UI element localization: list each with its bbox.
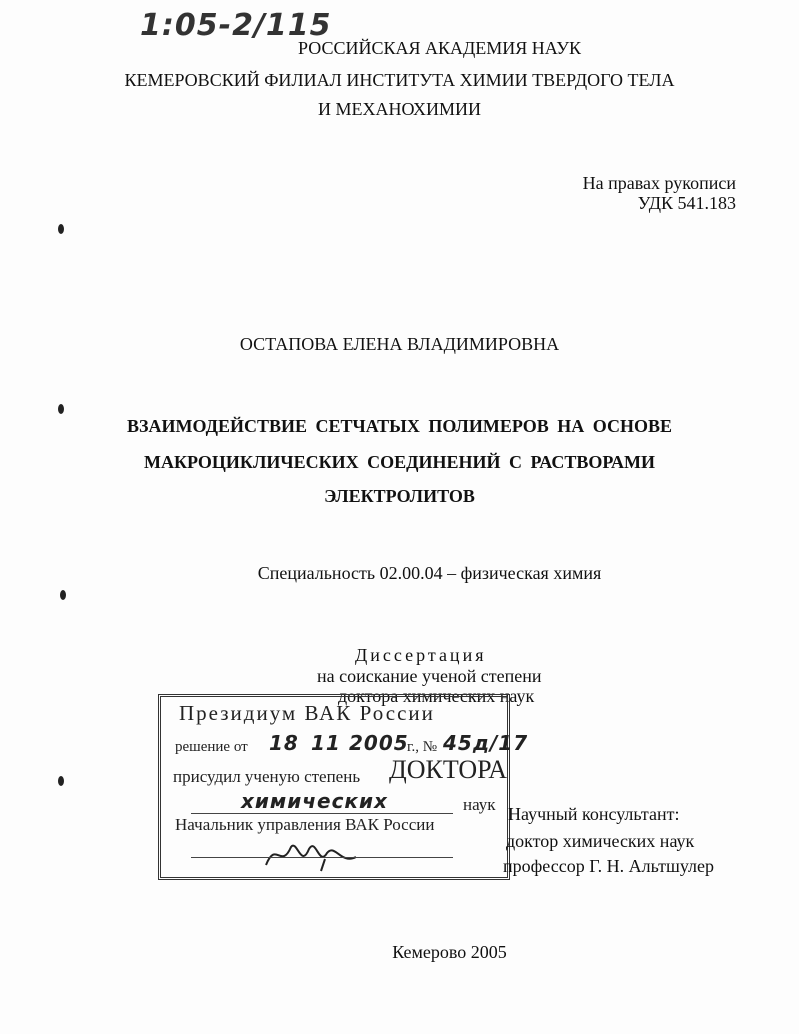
stamp-field-handwritten: химических [241,789,388,813]
stamp-decision-year-suffix: г., № [407,739,438,755]
dissertation-heading: Диссертация [355,645,487,665]
advisor-degree: доктор химических наук [506,831,695,851]
author-name: ОСТАПОВА ЕЛЕНА ВЛАДИМИРОВНА [239,334,560,354]
city-year: Кемерово 2005 [392,942,507,962]
stamp-field-suffix: наук [463,795,496,814]
stamp-decision-number: 45д/17 [443,731,529,755]
stamp-decision-day: 18 [269,731,299,755]
stamp-decision-year: 2005 [349,731,409,755]
institute-name-continued: И МЕХАНОХИМИИ [317,99,482,119]
thesis-title-line-2: МАКРОЦИКЛИЧЕСКИХ СОЕДИНЕНИЙ С РАСТВОРАМИ [143,452,656,472]
stamp-degree: ДОКТОРА [389,755,508,784]
stamp-chief-title: Начальник управления ВАК России [175,815,435,834]
scan-speck [58,224,64,234]
stamp-title: Президиум ВАК России [179,701,435,725]
advisor-label: Научный консультант: [508,804,680,824]
scan-speck [58,404,64,414]
scan-speck [60,590,66,600]
scan-speck [58,776,64,786]
institute-name: КЕМЕРОВСКИЙ ФИЛИАЛ ИНСТИТУТА ХИМИИ ТВЕРДОГО ТЕЛА [124,70,675,90]
udc-code: УДК 541.183 [637,193,736,213]
stamp-signature [261,835,381,875]
advisor-name: профессор Г. Н. Альтшулер [503,856,714,876]
degree-purpose: на соискание ученой степени [317,666,542,686]
specialty: Специальность 02.00.04 – физическая химия [257,563,602,583]
degree-name: доктора химических наук [338,686,535,706]
stamp-decision-label: решение от [175,739,248,755]
stamp-awarded-label: присудил ученую степень [173,767,361,786]
manuscript-rights-note: На правах рукописи [582,173,736,193]
thesis-title-line-1: ВЗАИМОДЕЙСТВИЕ СЕТЧАТЫХ ПОЛИМЕРОВ НА ОСНОВЕ [127,416,672,436]
thesis-title-line-3: ЭЛЕКТРОЛИТОВ [324,486,475,506]
academy-name: РОССИЙСКАЯ АКАДЕМИЯ НАУК [298,38,581,58]
vak-approval-stamp [158,694,529,880]
stamp-decision-month: 11 [311,731,341,755]
archive-handwritten-number: 1:05-2/115 [140,8,332,43]
